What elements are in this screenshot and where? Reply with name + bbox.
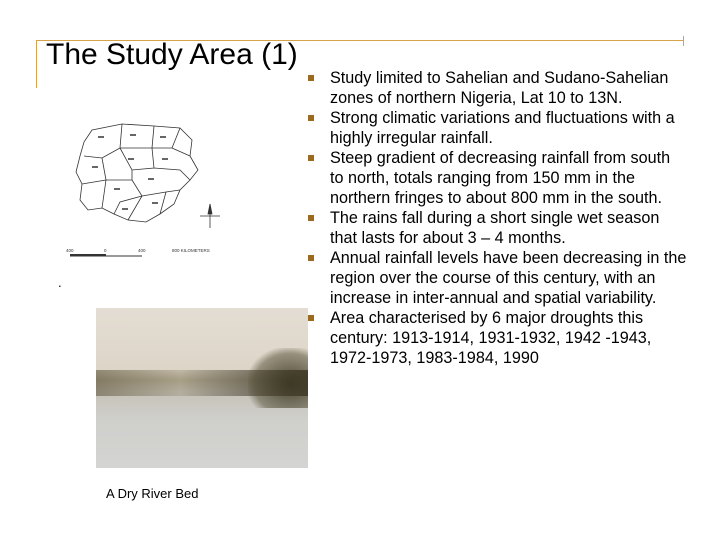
title-rule-left xyxy=(36,40,37,88)
title-rule-right xyxy=(683,36,684,46)
bullet-item xyxy=(308,108,688,148)
bullet-text: Strong climatic variations and fluctuations with a highly irregular rainfall. xyxy=(330,109,675,147)
photo-caption: A Dry River Bed xyxy=(106,486,199,501)
scale-label: 400 xyxy=(66,248,74,253)
bullet-text: The rains fall during a short single wet season that lasts for about 3 – 4 months. xyxy=(330,209,660,247)
bullet-square-icon xyxy=(308,155,314,161)
bullet-square-icon xyxy=(308,75,314,81)
bullet-text: Annual rainfall levels have been decreasing in the region over the course of this century, with an increase in inter-annual and spatial variability. xyxy=(330,249,687,307)
scale-label: 0 xyxy=(104,248,107,253)
bullet-list xyxy=(308,68,688,368)
scale-label: 400 xyxy=(138,248,146,253)
bullet-item xyxy=(308,308,688,368)
bullet-text: Steep gradient of decreasing rainfall from south to north, totals ranging from 150 mm in the northern fringes to about 800 mm in the south. xyxy=(330,149,671,207)
bullet-item xyxy=(308,208,688,248)
nigeria-map xyxy=(62,118,222,268)
dry-river-bed-photo xyxy=(96,308,308,468)
map-scale-bar xyxy=(66,248,210,256)
slide-title: The Study Area (1) xyxy=(46,38,298,71)
bullet-text: Area characterised by 6 major droughts this century: 1913-1914, 1931-1932, 1942 -1943, 1972-1973, 1983-1984, 1990 xyxy=(330,309,652,367)
bullet-square-icon xyxy=(308,115,314,121)
bullet-text: Study limited to Sahelian and Sudano-Sahelian zones of northern Nigeria, Lat 10 to 13N. xyxy=(330,69,669,107)
bullet-square-icon xyxy=(308,255,314,261)
map-borders xyxy=(82,124,190,220)
photo-river-bank xyxy=(248,348,308,408)
bullet-item xyxy=(308,148,688,208)
scale-label: 800 KILOMETERS xyxy=(172,248,210,253)
map-marker-dot: . xyxy=(58,275,62,290)
north-arrow-icon xyxy=(200,204,220,228)
map-outline xyxy=(76,124,198,222)
bullet-square-icon xyxy=(308,215,314,221)
bullet-square-icon xyxy=(308,315,314,321)
bullet-item xyxy=(308,68,688,108)
bullet-item xyxy=(308,248,688,308)
